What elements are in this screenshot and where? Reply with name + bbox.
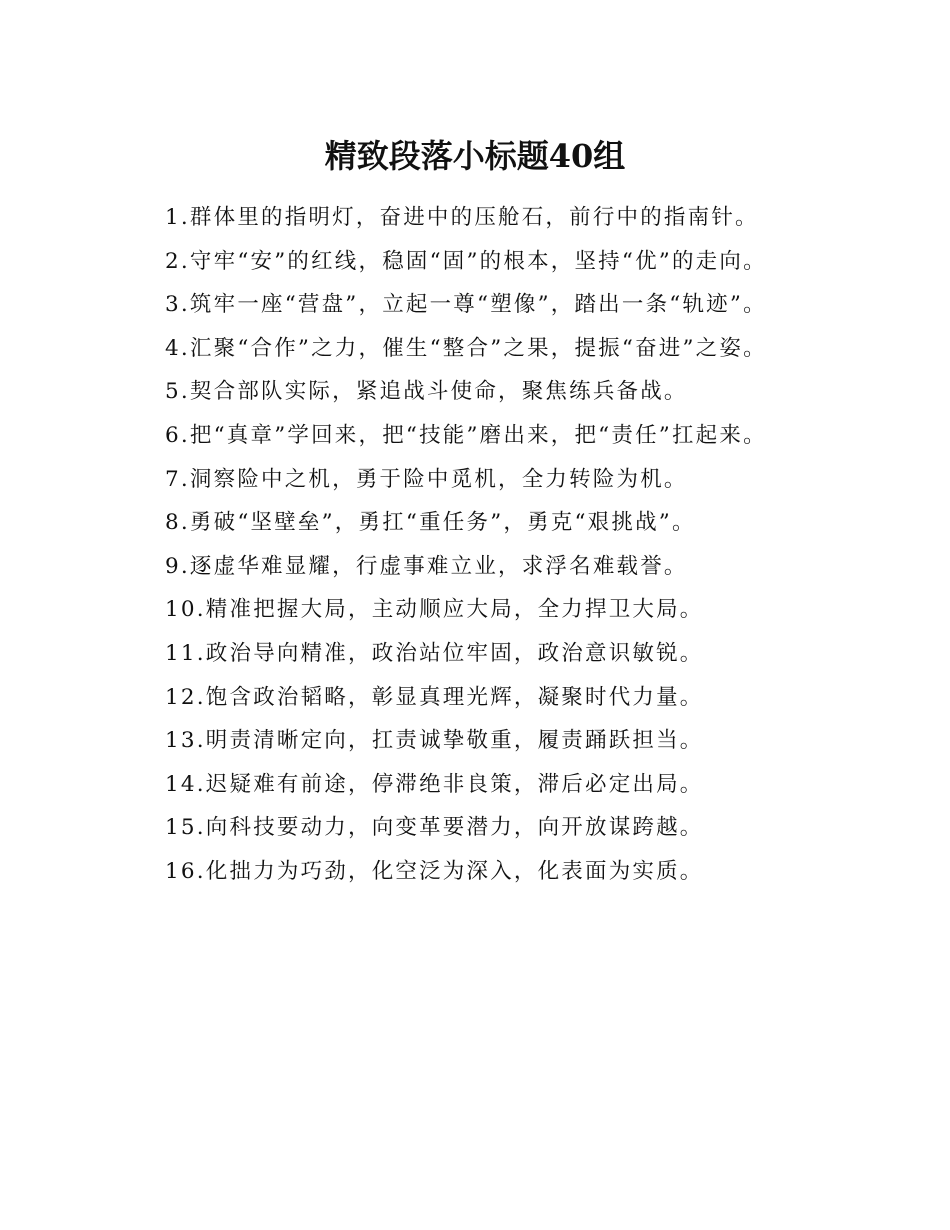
paragraph-5: 5.契合部队实际，紧追战斗使命，聚焦练兵备战。 [165,379,688,405]
paragraph-12: 12.饱含政治韬略，彰显真理光辉，凝聚时代力量。 [165,684,704,710]
paragraph-7: 7.洞察险中之机，勇于险中觅机，全力转险为机。 [165,466,688,492]
paragraph-2: 2.守牢“安”的红线，稳固“固”的根本，坚持“优”的走向。 [165,248,767,274]
paragraph-13: 13.明责清晰定向，扛责诚挚敬重，履责踊跃担当。 [165,728,704,754]
paragraph-3: 3.筑牢一座“营盘”，立起一尊“塑像”，踏出一条“轨迹”。 [165,292,767,318]
paragraph-15: 15.向科技要动力，向变革要潜力，向开放谋跨越。 [165,815,704,841]
document-title: 精致段落小标题40组 [324,137,626,175]
paragraph-14: 14.迟疑难有前途，停滞绝非良策，滞后必定出局。 [165,771,704,797]
paragraph-1: 1.群体里的指明灯，奋进中的压舱石，前行中的指南针。 [165,205,759,230]
paragraph-6: 6.把“真章”学回来，把“技能”磨出来，把“责任”扛起来。 [165,422,767,448]
document-body [116,196,810,894]
paragraph-16: 16.化拙力为巧劲，化空泛为深入，化表面为实质。 [165,858,704,884]
paragraph-8: 8.勇破“坚壁垒”，勇扛“重任务”，勇克“艰挑战”。 [165,510,696,536]
paragraph-10: 10.精准把握大局，主动顺应大局，全力捍卫大局。 [165,597,704,623]
paragraph-9: 9.逐虚华难显耀，行虚事难立业，求浮名难载誉。 [165,553,688,579]
paragraph-11: 11.政治导向精准，政治站位牢固，政治意识敏锐。 [165,640,704,666]
paragraph-4: 4.汇聚“合作”之力，催生“整合”之果，提振“奋进”之姿。 [165,335,767,361]
